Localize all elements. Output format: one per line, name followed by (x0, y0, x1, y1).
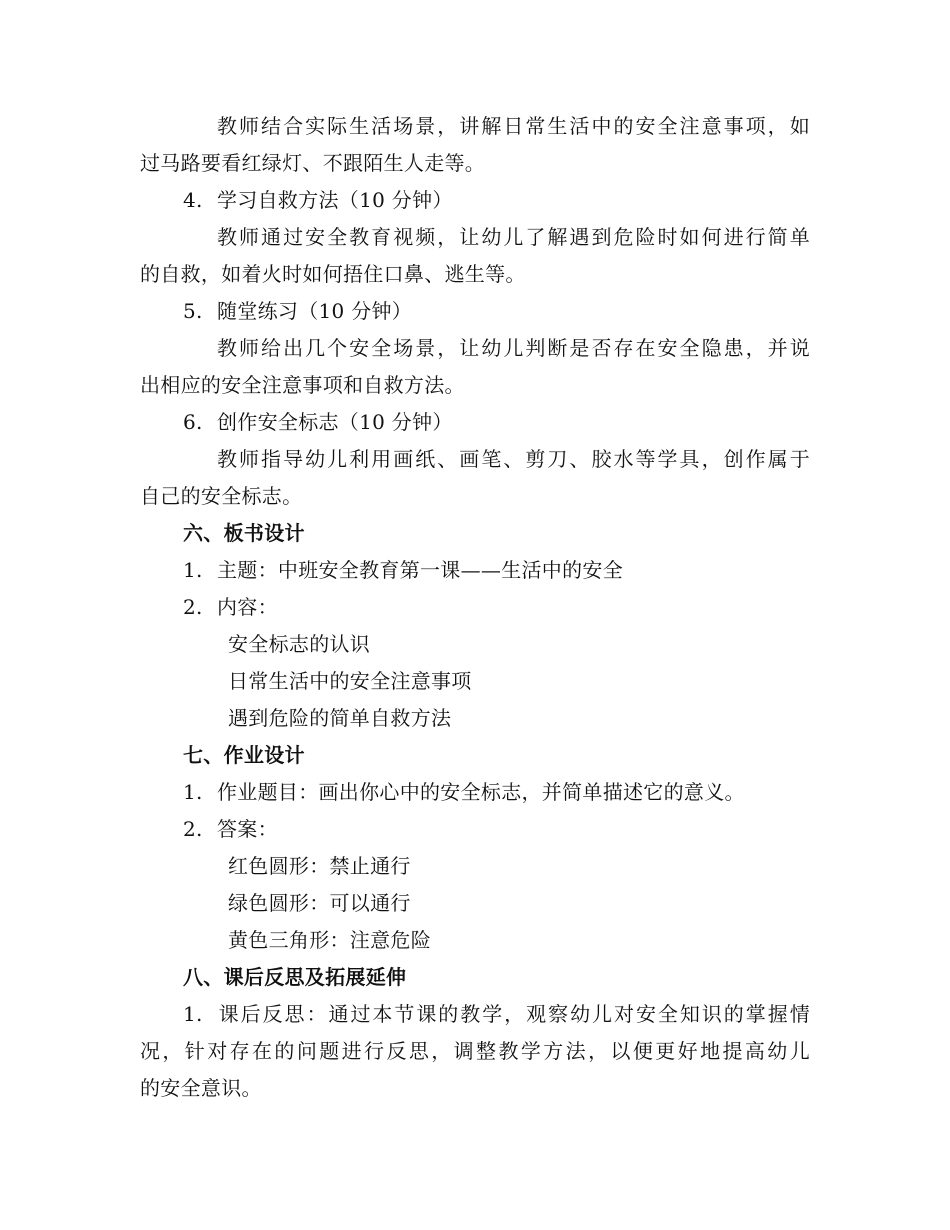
section-heading: 七、作业设计 (183, 743, 305, 767)
list-item (183, 996, 810, 1033)
paragraph-line: 的安全意识。 (140, 1076, 262, 1100)
list-item-number: 5. (183, 299, 203, 323)
paragraph-line: 教师给出几个安全场景，让幼儿判断是否存在安全隐患，并说 (217, 336, 810, 360)
content-line: 日常生活中的安全注意事项 (228, 669, 472, 693)
list-item-number: 2. (183, 817, 203, 841)
paragraph-line: 况，针对存在的问题进行反思，调整教学方法，以便更好地提高幼儿 (140, 1039, 810, 1063)
section-heading: 六、板书设计 (183, 521, 305, 545)
list-item-number: 1. (183, 780, 203, 804)
paragraph-line: 出相应的安全注意事项和自救方法。 (140, 373, 465, 397)
paragraph-line: 过马路要看红绿灯、不跟陌生人走等。 (140, 151, 486, 175)
section-heading: 八、课后反思及拓展延伸 (183, 965, 407, 989)
list-item-text: 内容： (217, 595, 278, 619)
list-item-text: 创作安全标志（10 分钟） (217, 410, 453, 434)
list-item-number: 1. (183, 558, 203, 582)
paragraph-line: 自己的安全标志。 (140, 484, 303, 508)
list-item (183, 811, 810, 848)
list-item (183, 404, 810, 441)
list-item-text: 课后反思：通过本节课的教学，观察幼儿对安全知识的掌握情 (217, 1002, 810, 1026)
list-item-text: 作业题目：画出你心中的安全标志，并简单描述它的意义。 (217, 780, 745, 804)
content-line: 安全标志的认识 (228, 632, 371, 656)
list-item-text: 学习自救方法（10 分钟） (217, 188, 453, 212)
list-item-number: 6. (183, 410, 203, 434)
answer-line: 黄色三角形：注意危险 (228, 928, 431, 952)
list-item (183, 589, 810, 626)
list-item-text: 随堂练习（10 分钟） (217, 299, 413, 323)
list-item (183, 182, 810, 219)
list-item-text: 主题：中班安全教育第一课——生活中的安全 (217, 558, 623, 582)
list-item-number: 1. (183, 1002, 203, 1026)
list-item (183, 552, 810, 589)
list-item-text: 答案： (217, 817, 278, 841)
paragraph-line: 教师通过安全教育视频，让幼儿了解遇到危险时如何进行简单 (217, 225, 810, 249)
paragraph-line: 教师指导幼儿利用画纸、画笔、剪刀、胶水等学具，创作属于 (217, 447, 810, 471)
answer-line: 红色圆形：禁止通行 (228, 854, 411, 878)
paragraph-line: 的自救，如着火时如何捂住口鼻、逃生等。 (140, 262, 526, 286)
list-item-number: 2. (183, 595, 203, 619)
content-line: 遇到危险的简单自救方法 (228, 706, 452, 730)
answer-line: 绿色圆形：可以通行 (228, 891, 411, 915)
paragraph-line: 教师结合实际生活场景，讲解日常生活中的安全注意事项，如 (217, 114, 810, 138)
list-item-number: 4. (183, 188, 203, 212)
list-item (183, 774, 810, 811)
list-item (183, 293, 810, 330)
